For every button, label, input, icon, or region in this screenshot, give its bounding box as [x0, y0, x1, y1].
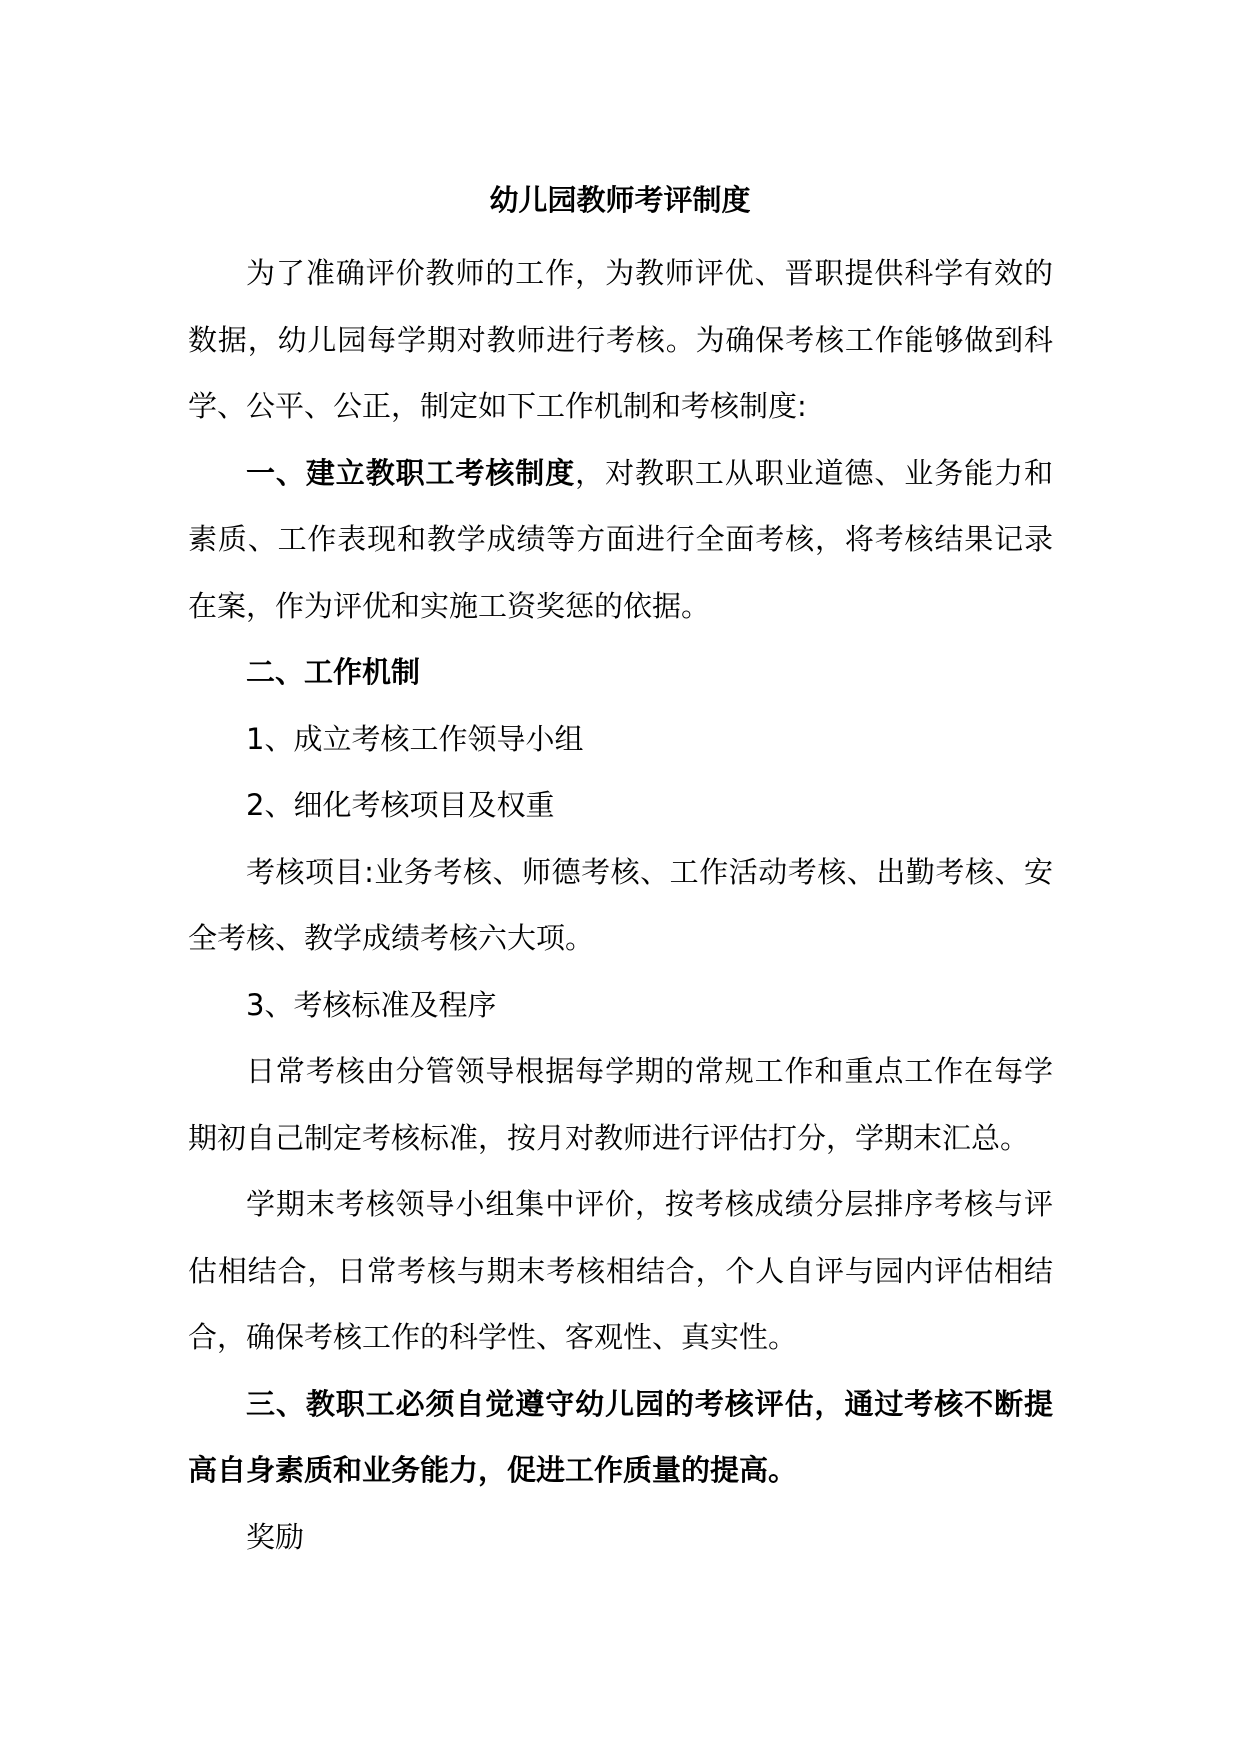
section-2-item-3: 3、考核标准及程序: [246, 987, 497, 1022]
section-1-body: ，对教职工从职业道德、业务能力和素质、工作表现和教学成绩等方面进行全面考核，将考核结果记录在案，作为评优和实施工资奖惩的依据。: [188, 455, 1053, 623]
section-2-item-1: 1、成立考核工作领导小组: [246, 721, 584, 756]
assessment-items-paragraph: 考核项目:业务考核、师德考核、工作活动考核、出勤考核、安全考核、教学成绩考核六大项。: [188, 854, 1053, 955]
section-1-paragraph: [188, 440, 1053, 640]
document-title: 幼儿园教师考评制度: [489, 183, 751, 217]
section-1-heading: 一、建立教职工考核制度: [246, 455, 576, 490]
reward-label: 奖励: [246, 1519, 305, 1554]
document-body: [188, 240, 1053, 1570]
section-2-item-2: 2、细化考核项目及权重: [246, 788, 555, 822]
daily-assessment-paragraph: 日常考核由分管领导根据每学期的常规工作和重点工作在每学期初自己制定考核标准，按月对教师进行评估打分，学期末汇总。: [188, 1054, 1053, 1155]
section-3-heading: 三、教职工必须自觉遵守幼儿园的考核评估，通过考核不断提高自身素质和业务能力，促进工作质量的提高。: [188, 1386, 1053, 1487]
term-end-assessment-paragraph: 学期末考核领导小组集中评价，按考核成绩分层排序考核与评估相结合，日常考核与期末考核相结合，个人自评与园内评估相结合，确保考核工作的科学性、客观性、真实性。: [188, 1187, 1053, 1354]
section-2-heading: 二、工作机制: [246, 655, 421, 689]
intro-paragraph: 为了准确评价教师的工作，为教师评优、晋职提供科学有效的数据，幼儿园每学期对教师进行考核。为确保考核工作能够做到科学、公平、公正，制定如下工作机制和考核制度:: [188, 256, 1053, 423]
